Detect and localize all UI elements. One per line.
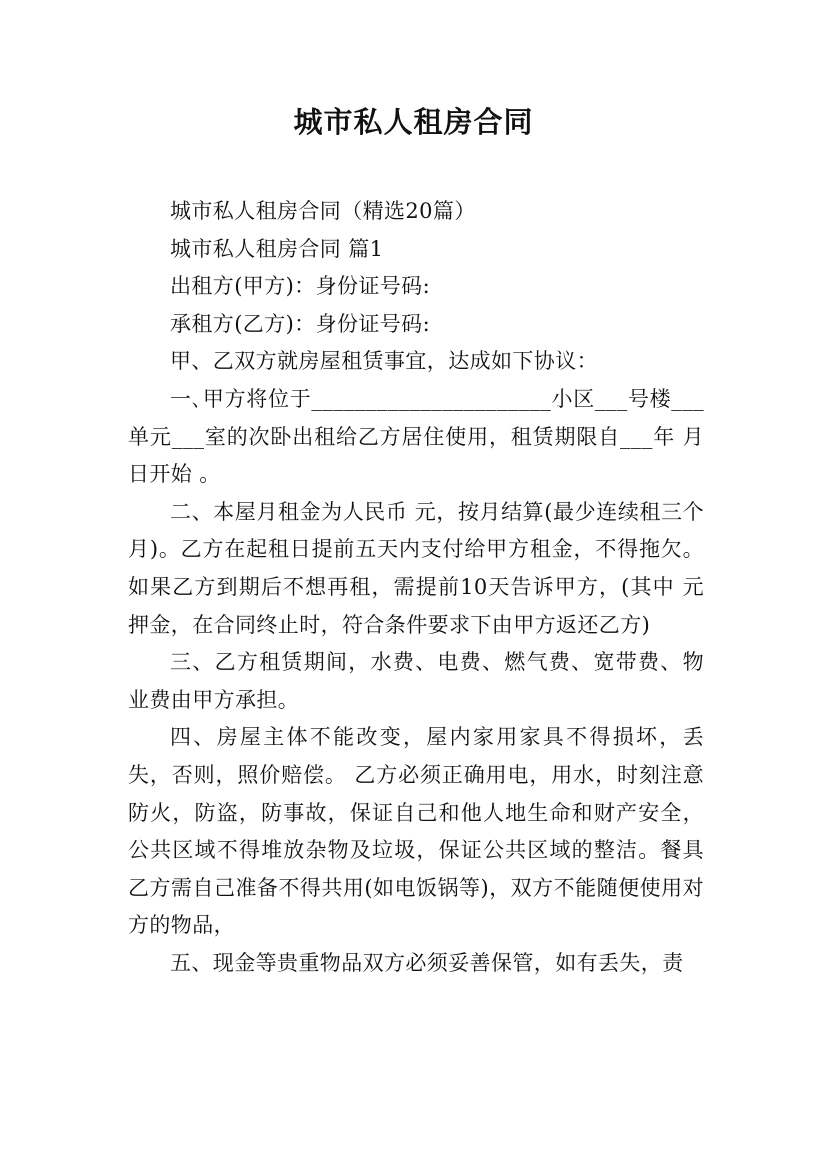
paragraph-clause-1: 一､甲方将位于______________________小区___号楼___单元___室的次卧出租给乙方居住使用，租赁期限自___年 月 日开始 。	[128, 386, 704, 487]
paragraph-agreement-intro: 甲、乙双方就房屋租赁事宜，达成如下协议：	[170, 349, 598, 374]
paragraph-clause-2: 二、本屋月租金为人民币 元，按月结算(最少连续租三个月)。乙方在起租日提前五天内支付给甲方租金，不得拖欠。如果乙方到期后不想再租，需提前10天告诉甲方，(其中 元押金，在合同终止时，符合条件要求下由甲方返还乙方)	[128, 499, 704, 637]
paragraph-lessor: 出租方(甲方)：身份证号码:	[170, 274, 431, 299]
paragraph-clause-5: 五、现金等贵重物品双方必须妥善保管，如有丢失，责	[170, 950, 684, 975]
document-body	[128, 193, 704, 982]
paragraph-lessee: 承租方(乙方)：身份证号码:	[170, 311, 431, 336]
paragraph-clause-3: 三、乙方租赁期间，水费、电费、燃气费、宽带费、物业费由甲方承担。	[128, 650, 704, 712]
paragraph-clause-4: 四、房屋主体不能改变，屋内家用家具不得损坏，丢失，否则，照价赔偿。 乙方必须正确用电，用水，时刻注意防火，防盗，防事故，保证自己和他人地生命和财产安全，公共区域不得堆放杂物及垃圾，保证公共区域的整洁。餐具乙方需自己准备不得共用(如电饭锅等)，双方不能随便使用对方的物品，	[128, 725, 704, 938]
paragraph-section-heading: 城市私人租房合同 篇1	[170, 236, 384, 261]
document-title: 城市私人租房合同	[293, 105, 534, 139]
paragraph-subtitle: 城市私人租房合同（精选20篇）	[170, 199, 476, 223]
